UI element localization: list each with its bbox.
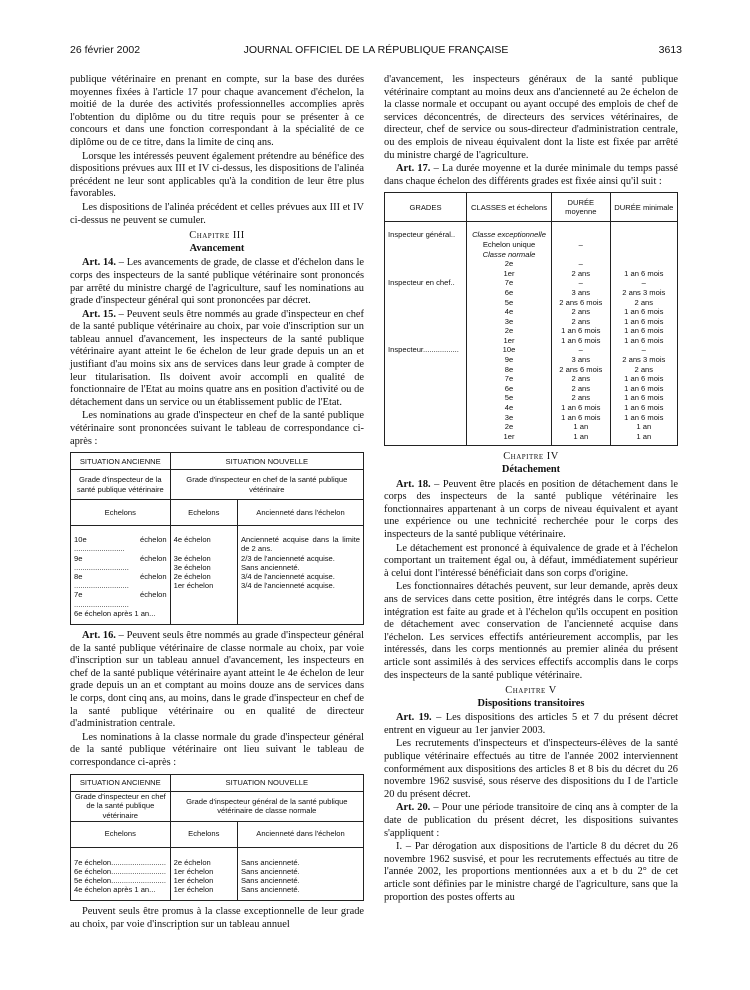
cell bbox=[388, 374, 463, 384]
cell: 2 ans 3 mois bbox=[622, 287, 666, 297]
cell: 4e échelon bbox=[173, 535, 211, 545]
cell: 1 an 6 mois bbox=[624, 335, 664, 345]
table-header: SITUATION NOUVELLE bbox=[170, 453, 363, 470]
header-title: JOURNAL OFFICIEL DE LA RÉPUBLIQUE FRANÇAISE bbox=[243, 44, 509, 56]
correspondence-table-2 bbox=[70, 774, 364, 902]
cell: 2 ans 3 mois bbox=[622, 355, 666, 365]
cell: 9e bbox=[504, 355, 514, 365]
cell: 3e bbox=[504, 316, 514, 326]
cell: 9e échelon .......................... bbox=[74, 553, 167, 572]
cell: 1er échelon bbox=[173, 866, 214, 876]
paragraph: Peuvent seuls être promus à la classe exceptionnelle de leur grade au choix, par voie d'inscription sur un tableau annuel bbox=[70, 906, 364, 930]
cell bbox=[388, 240, 463, 250]
chapter-heading: Chapitre III bbox=[189, 230, 245, 242]
cell: 6e bbox=[504, 383, 514, 393]
cell: 2 ans bbox=[571, 374, 591, 384]
cell: 1 an 6 mois bbox=[624, 403, 664, 413]
cell: 1 an 6 mois bbox=[624, 316, 664, 326]
cell: 2 ans bbox=[571, 316, 591, 326]
cell: 6e bbox=[504, 287, 514, 297]
cell bbox=[388, 288, 463, 298]
cell: 1 an 6 mois bbox=[561, 326, 601, 336]
section-heading: Avancement bbox=[189, 242, 245, 254]
cell: Sans ancienneté. bbox=[240, 857, 300, 867]
cell bbox=[388, 317, 463, 327]
cell: 3/4 de l'ancienneté acquise. bbox=[240, 581, 335, 591]
column-header: Echelons bbox=[71, 500, 171, 526]
article-text: – Les dispositions des articles 5 et 7 du présent décret entrent en vigueur au 1er janvier 2003. bbox=[384, 712, 678, 736]
paragraph: Les recrutements d'inspecteurs et d'inspecteurs-élèves de la santé publique vétérinaire effectués au titre de l'année 2002 interviennent conformément aux dispositions des articles 8 et 8 bis du décret du 26 novembre 1962 susvisé, sous réserve des dispositions du I de l'article 20 du présent décret. bbox=[384, 738, 678, 800]
cell: 2e bbox=[504, 326, 514, 336]
paragraph: Le détachement est prononcé à équivalence de grade et à l'échelon comportant un traitement égal ou, à défaut, immédiatement supérieur à celui dont l'intéressé bénéficiait dans son corps d'origine. bbox=[384, 542, 678, 579]
article-14 bbox=[70, 257, 364, 307]
cell: 8e bbox=[504, 364, 514, 374]
cell: 2e échelon bbox=[173, 572, 211, 582]
section-heading: Dispositions transitoires bbox=[477, 697, 585, 709]
table-subheader: Grade d'inspecteur de la santé publique vétérinaire bbox=[71, 470, 171, 500]
cell: Sans ancienneté. bbox=[240, 562, 300, 572]
cell: – bbox=[578, 345, 583, 355]
cell: 1 an bbox=[636, 431, 652, 441]
article-label: Art. 17. bbox=[396, 163, 431, 175]
cell: – bbox=[641, 278, 646, 288]
table-subheader: Grade d'inspecteur en chef de la santé publique vétérinaire bbox=[170, 470, 363, 500]
classes-column bbox=[467, 222, 552, 446]
cell bbox=[388, 269, 463, 279]
cell: 3/4 de l'ancienneté acquise. bbox=[240, 572, 335, 582]
cell: 1er échelon bbox=[173, 885, 214, 895]
duration-table bbox=[384, 192, 678, 446]
article-label: Art. 14. bbox=[82, 257, 116, 269]
table-header: SITUATION ANCIENNE bbox=[71, 774, 171, 791]
cell: 7e échelon.......................... bbox=[74, 857, 167, 867]
cell: 2e échelon bbox=[173, 857, 211, 867]
column-header: Ancienneté dans l'échelon bbox=[237, 821, 363, 847]
cell: 5e échelon.......................... bbox=[74, 875, 167, 885]
duree-minimale-column bbox=[610, 222, 677, 446]
chapter-heading: Chapitre V bbox=[505, 685, 557, 697]
cell: 1 an bbox=[573, 431, 589, 441]
column-header: CLASSES et échelons bbox=[467, 193, 552, 222]
cell: 1 an 6 mois bbox=[561, 335, 601, 345]
cell bbox=[388, 403, 463, 413]
article-15 bbox=[70, 309, 364, 410]
correspondence-table-1 bbox=[70, 452, 364, 625]
cell: – bbox=[641, 345, 646, 355]
cell: 1 an 6 mois bbox=[624, 307, 664, 317]
cell: 6e échelon.......................... bbox=[74, 866, 167, 876]
cell bbox=[388, 422, 463, 432]
article-text: – Peuvent seuls être nommés au grade d'inspecteur en chef de la santé publique vétérinaire au choix, par voie d'inscription sur un tableau annuel d'avancement, les inspecteurs de la santé publique vétérinaire ayant atteint le 6e échelon de leur grade depuis un an et justifiant d'au moins six ans de services dans leur grade à compter de leur titularisation. Ils doivent avoir accompli en qualité de fonctionnaire de l'Etat au moins quatre ans en position d'activité ou de détachement dans un service ou un établissement public de l'Etat. bbox=[70, 308, 365, 408]
cell bbox=[614, 259, 674, 269]
cell: Classe normale bbox=[482, 249, 536, 259]
column-header: GRADES bbox=[385, 193, 467, 222]
cell: Inspecteur en chef.. bbox=[388, 278, 455, 288]
cell: 5e bbox=[504, 297, 514, 307]
cell: Ancienneté acquise dans la limite de 2 ans. bbox=[240, 535, 360, 554]
article-label: Art. 18. bbox=[396, 478, 431, 490]
cell bbox=[388, 384, 463, 394]
grades-column bbox=[385, 222, 467, 446]
cell: 4e bbox=[504, 403, 514, 413]
cell: 7e bbox=[504, 278, 514, 288]
header-page-number: 3613 bbox=[658, 44, 682, 56]
cell: 1 an 6 mois bbox=[561, 403, 601, 413]
cell: Inspecteur général.. bbox=[388, 230, 456, 240]
cell: 10e échelon ........................ bbox=[74, 535, 167, 554]
cell: 3 ans bbox=[571, 287, 591, 297]
paragraph: Les nominations au grade d'inspecteur en chef de la santé publique vétérinaire sont prononcées suivant le tableau de correspondance ci-après : bbox=[70, 410, 364, 447]
article-16 bbox=[70, 630, 364, 731]
cell: 1 an 6 mois bbox=[624, 383, 664, 393]
cell: Sans ancienneté. bbox=[240, 875, 300, 885]
cell bbox=[388, 413, 463, 423]
article-text: – Pour une période transitoire de cinq ans à compter de la date de publication du présent décret, les dispositions suivantes s'appliquent : bbox=[384, 802, 678, 839]
article-text: – Peuvent seuls être nommés au grade d'inspecteur général de la santé publique vétérinaire de classe normale au choix, par voie d'inscription sur un tableau annuel d'avancement, les inspecteurs en chef de la santé publique vétérinaire ayant atteint le 4e échelon de leur grade depuis un an et comptant au moins douze ans de services dans le corps, dont cinq ans, au moins, dans le grade d'inspecteur en chef de la santé publique vétérinaire ou en qualité de directeur d'administration centrale. bbox=[70, 630, 364, 730]
cell bbox=[614, 250, 674, 260]
cell: 1 an 6 mois bbox=[624, 393, 664, 403]
column-header: Echelons bbox=[170, 500, 237, 526]
cell bbox=[388, 259, 463, 269]
cell: 7e bbox=[504, 374, 514, 384]
column-header: Echelons bbox=[170, 821, 237, 847]
cell bbox=[388, 250, 463, 260]
cell: – bbox=[578, 239, 583, 249]
cell: – bbox=[578, 278, 583, 288]
cell: 1 an bbox=[573, 422, 589, 432]
cell: 7e échelon .......................... bbox=[74, 590, 167, 609]
running-header bbox=[70, 44, 682, 60]
cell: 2 ans bbox=[634, 297, 654, 307]
cell: 3e échelon bbox=[173, 562, 211, 572]
cell: 3e bbox=[504, 412, 514, 422]
duree-moyenne-column bbox=[552, 222, 611, 446]
cell bbox=[555, 250, 607, 260]
paragraph: publique vétérinaire en prenant en compte, sur la base des durées moyennes fixées à l'article 17 pour chaque avancement d'échelon, la moitié de la durée des activités professionnelles accomplies après l'obtention du diplôme ou du titre requis pour se présenter à ce concours et dans une fonction correspondant à la spécialité de ce diplôme ou de ce titre, dans la limite de cinq ans. bbox=[70, 74, 364, 148]
article-text: – Peuvent être placés en position de détachement dans le corps des inspecteurs de la santé publique vétérinaire les fonctionnaires appartenant à un corps de niveau équivalent et ayant une expérience ou une technicité recherchée pour le corps des inspecteurs de la santé publique vétérinaire. bbox=[384, 478, 679, 540]
table-subheader: Grade d'inspecteur en chef de la santé publique vétérinaire bbox=[71, 791, 171, 821]
article-label: Art. 16. bbox=[82, 630, 116, 642]
cell: 1 an bbox=[636, 422, 652, 432]
cell: 10e bbox=[502, 345, 516, 355]
paragraph: Les nominations à la classe normale du grade d'inspecteur général de la santé publique vétérinaire ont lieu suivant le tableau de correspondance ci-après : bbox=[70, 731, 364, 768]
cell: 1 an 6 mois bbox=[624, 412, 664, 422]
cell: Echelon unique bbox=[482, 239, 536, 249]
cell: 2 ans bbox=[571, 268, 591, 278]
cell: 6e échelon après 1 an... bbox=[74, 608, 156, 618]
column-header: DURÉE moyenne bbox=[552, 193, 611, 222]
chapter-heading: Chapitre IV bbox=[503, 451, 559, 463]
paragraph: Lorsque les intéressés peuvent également prétendre au bénéfice des dispositions prévues aux III et IV ci-dessus, les dispositions de l'alinéa précédent ne leur sont applicables qu'à la condition de leur être plus favorables. bbox=[70, 150, 364, 200]
cell: 2 ans 6 mois bbox=[559, 297, 603, 307]
article-label: Art. 20. bbox=[396, 802, 431, 814]
paragraph: d'avancement, les inspecteurs généraux de la santé publique vétérinaire comptant au moins deux ans d'ancienneté au 2e échelon de la classe normale et occupant ou ayant occupé des emplois de chef de services déconcentrés, de directeurs des services vétérinaires, de directeur, chef de service ou sous-directeur d'administration centrale, ou des emplois de niveau équivalent dont la liste est fixée par arrêté du ministre chargé de l'agriculture. bbox=[384, 74, 678, 161]
cell bbox=[388, 307, 463, 317]
article-text: – La durée moyenne et la durée minimale du temps passé dans chaque échelon des différents grades est fixée ainsi qu'il suit : bbox=[384, 163, 678, 187]
cell: 1 an 6 mois bbox=[561, 412, 601, 422]
cell: 4e échelon après 1 an... bbox=[74, 885, 156, 895]
article-19 bbox=[384, 712, 678, 737]
cell: Inspecteur................. bbox=[388, 345, 459, 355]
article-18 bbox=[384, 479, 678, 542]
cell bbox=[388, 432, 463, 442]
column-header: DURÉE minimale bbox=[610, 193, 677, 222]
table-header: SITUATION ANCIENNE bbox=[71, 453, 171, 470]
cell bbox=[614, 240, 674, 250]
article-17 bbox=[384, 163, 678, 188]
cell: 2 ans bbox=[571, 307, 591, 317]
section-heading: Détachement bbox=[501, 464, 561, 475]
cell bbox=[614, 230, 674, 240]
cell bbox=[388, 365, 463, 375]
article-label: Art. 15. bbox=[82, 308, 116, 320]
left-column bbox=[70, 74, 364, 933]
cell: 1 an 6 mois bbox=[624, 374, 664, 384]
cell: 2 ans bbox=[571, 393, 591, 403]
paragraph: I. – Par dérogation aux dispositions de l'article 8 du décret du 26 novembre 1962 susvisé, et pour les recrutements effectués au titre de l'année 2002, les proportions mentionnées aux a et b du 2° de cet article sont définies par le ministre chargé de l'agriculture, sans que la proportion des postes offerts au bbox=[384, 841, 678, 903]
cell: 4e bbox=[504, 307, 514, 317]
cell: 1er échelon bbox=[173, 875, 214, 885]
cell bbox=[388, 336, 463, 346]
table-row bbox=[71, 847, 364, 901]
cell: – bbox=[578, 259, 583, 269]
article-20 bbox=[384, 802, 678, 840]
cell: Sans ancienneté. bbox=[240, 866, 300, 876]
cell: 2e bbox=[504, 259, 514, 269]
paragraph: Les fonctionnaires détachés peuvent, sur leur demande, après deux ans de services dans cette position, être intégrés dans le corps. Cette intégration est faite au grade et à l'échelon qu'ils occupent en position de détachement avec conservation de l'ancienneté acquise dans l'échelon. Les services effectifs antérieurement accomplis, par les intéressés, dans les corps mentionnés au premier alinéa du présent article sont assimilés à des services effectifs accomplis dans le corps des inspecteurs de la santé publique vétérinaire. bbox=[384, 581, 678, 681]
cell: 1 an 6 mois bbox=[624, 326, 664, 336]
right-column bbox=[384, 74, 678, 905]
cell: 3 ans bbox=[571, 355, 591, 365]
cell: 8e échelon .......................... bbox=[74, 572, 167, 591]
cell: 1er bbox=[503, 431, 515, 441]
cell: 2 ans bbox=[571, 383, 591, 393]
cell: 1er échelon bbox=[173, 581, 214, 591]
cell: 2 ans bbox=[634, 364, 654, 374]
cell: 1er bbox=[503, 268, 515, 278]
cell bbox=[388, 393, 463, 403]
cell bbox=[388, 326, 463, 336]
cell: Classe exceptionnelle bbox=[472, 230, 546, 240]
cell: 1 an 6 mois bbox=[624, 268, 664, 278]
cell: 1er bbox=[503, 335, 515, 345]
column-header: Ancienneté dans l'échelon bbox=[237, 500, 363, 526]
header-date: 26 février 2002 bbox=[70, 44, 141, 56]
cell: 2 ans 6 mois bbox=[559, 364, 603, 374]
table-header: SITUATION NOUVELLE bbox=[170, 774, 363, 791]
cell bbox=[388, 298, 463, 308]
cell: 3e échelon bbox=[173, 553, 211, 563]
cell: 2e bbox=[504, 422, 514, 432]
article-label: Art. 19. bbox=[396, 712, 432, 724]
paragraph: Les dispositions de l'alinéa précédent et celles prévues aux III et IV ci-dessus ne peuvent se cumuler. bbox=[70, 201, 364, 226]
table-row bbox=[71, 526, 364, 625]
cell: 5e bbox=[504, 393, 514, 403]
cell bbox=[388, 355, 463, 365]
cell: Sans ancienneté. bbox=[240, 885, 300, 895]
cell bbox=[555, 230, 607, 240]
column-header: Echelons bbox=[71, 821, 171, 847]
table-subheader: Grade d'inspecteur général de la santé publique vétérinaire de classe normale bbox=[170, 791, 363, 821]
article-text: – Les avancements de grade, de classe et d'échelon dans le corps des inspecteurs de la santé publique vétérinaire sont prononcés par arrêté du ministre chargé de l'agriculture, sauf les nominations au grade d'inspecteur général qui sont prononcées par décret. bbox=[70, 257, 364, 307]
cell: 2/3 de l'ancienneté acquise. bbox=[240, 553, 335, 563]
